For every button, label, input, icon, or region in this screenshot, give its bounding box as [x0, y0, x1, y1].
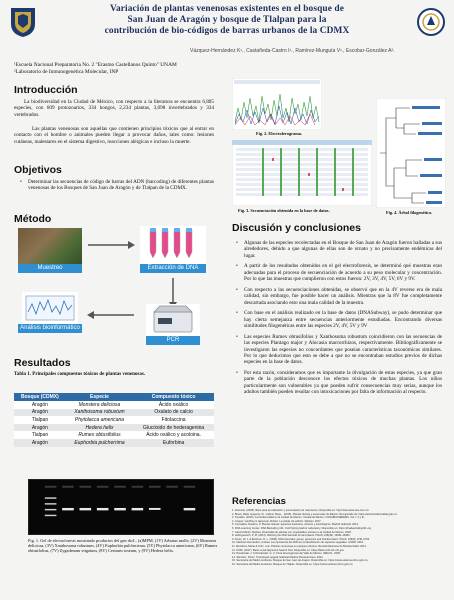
table-cell: Aragón — [14, 409, 66, 417]
references-list — [232, 509, 444, 567]
discussion-item: • Por esta razón, consideramos que es importante la divulgación de estas especies, ya que gran parte de la población desconoce los efectos tóxicos de muchas plantas. Los niños particularmente son vulnerables ya que pueden sufrir consecuencias muy serias, aunque los adultos también pueden resultar con intoxicaciones por falta de información al respecto. — [236, 370, 442, 395]
reference-item: 6. DNA Learning Center. DNA Barcoding 101. Cold Spring Harbor Laboratory. Disponible en: https://dnabarcoding101.org — [232, 526, 372, 530]
authors: Vázquez-Hernández K¹., Castañeda-Castro I¹., Ramírez-Munguía V¹., Escobar-González A². — [190, 48, 395, 54]
unam-crest-icon — [8, 6, 38, 38]
table-row — [14, 401, 214, 409]
table-row — [14, 439, 214, 447]
references-heading: Referencias — [232, 496, 286, 507]
table-cell: Euphorbia pulcherrima — [66, 439, 133, 447]
step-bioinformatics-label: Análisis bioinformático — [18, 324, 82, 333]
discussion-heading: Discusión y conclusiones — [232, 222, 361, 234]
discussion-item: • Con respecto a las secuenciaciones obtenidas, se observó que en la 4V reverse era de mala calidad, sin embargo, fue posible hacer un análisis. Mientras que la 8V fue completamente descartada asociando esto una mala calidad de la muestra. — [236, 287, 442, 306]
affiliation-1: ¹Escuela Nacional Preparatoria No. 2 "Erasmo Castellanos Quinto" UNAM — [14, 62, 177, 68]
reference-item: 4. Cooper, Geoffrey & Hausman, Robert. La célula, 6a edición. Marban. 2017. — [232, 519, 322, 523]
table-cell: Rumex obtusifolius — [66, 431, 133, 439]
phylogenetic-tree-image — [376, 98, 446, 208]
discussion-item: • Con base en el análisis realizado en la base de datos (DNASubway), se pudo determinar que hay cierta semejanza entre secuencias anteriormente estudiadas. Encontrando diversas similitudes filogenéticas entre las especies 2V, 4V, 5V y 9V — [236, 310, 442, 329]
sequence-alignment-image — [232, 140, 372, 206]
poster-title — [42, 4, 412, 37]
intro-paragraph-2: Las plantas venenosas son aquellas que contienen principios tóxicos que al entrar en contacto con el hombre o animales pueden llegar a provocar daños, tales como: lesiones cutáneas, malestares en el sistema digestivo, reacciones alérgicas e incluso la muerte. — [14, 126, 214, 145]
intro-heading: Introducción — [14, 84, 78, 96]
reference-item: 13. Rzedowski, J. & Rzedowski, G. C. Flora fanerogámica del Valle de México. INECOL. 2005. — [232, 552, 341, 556]
electropherogram-image — [232, 78, 322, 130]
table-cell: Glucósido de hederagenina — [133, 424, 214, 432]
table-cell: Tlalpan — [14, 416, 66, 424]
reference-item: 10. Martínez-Hernández, Andrea. La importancia del ADN en la identificación de especies vegetales. UNAM. 2016. — [232, 541, 364, 545]
table-cell: Ácido oxálico — [133, 401, 214, 409]
discussion-item: • A partir de los resultados obtenidos en el gel electroforesis, se determinó qué muestras eran adecuadas para el proceso de secuenciación de acuerdo a su peso molecular y concentración. Por lo que las muestras que cumplieron con estos fueron: 2V, 3V, 4V, 5V, 6V y 9V. — [236, 263, 442, 282]
reference-item: 11. Mendoza, María & Ortiz, Luis. Plantas venenosas en parques urbanos. Revista Mexicana de Biodiversidad. 2014. — [232, 544, 367, 548]
intro-paragraph-1: La biodiversidad en la Ciudad de México, con respecto a la literatura se encuentra 6,805 especies, con 609 protozoarios, 334 hongos, 2,234 plantas, 3,098 invertebrados y 334 vertebrados. — [14, 99, 214, 118]
table-cell: Aragón — [14, 424, 66, 432]
table-cell: Xanthosoma robustum — [66, 409, 133, 417]
objectives-list — [20, 179, 214, 196]
table-cell: Fitolaccina — [133, 416, 214, 424]
discussion-list — [236, 240, 442, 400]
table-cell: Ácido oxálico y acoloina. — [133, 431, 214, 439]
poster-header — [0, 0, 454, 60]
arrow-right-icon — [86, 240, 136, 250]
table-row — [14, 424, 214, 432]
reference-item: 8. Hollingsworth, P. M. (2011). Refining the DNA barcode for land plants. PNAS, 108(49), 19451-19452. — [232, 534, 351, 538]
sampling-photo — [18, 228, 82, 264]
bioinformatics-screen-icon — [22, 292, 78, 324]
reference-item: 15. Secretaría del Medio Ambiente. Bosque de San Juan de Aragón. Disponible en: https://www.sedema.cdmx.gob.mx — [232, 559, 368, 563]
fig3-caption: Fig. 3. Secuenciación obtenida en la base de datos. — [238, 208, 330, 213]
discussion-item: • Las especies Rumex obtusifolius y Xanthosoma robustum coincidieron con las secuencias de las especies Plantago major y Alocasia macrorrhizos, respectivamente. Bibliográficamente se investigaron las especies no concordantes que poseían características taxonómicas similares. Por lo que deducimos que esto se debe a que no se encontraban estudios previos de dichas especies en la base de datos. — [236, 334, 442, 365]
column-header: Compuesto tóxico — [133, 393, 214, 401]
reference-item: 14. Sánchez, Pérez. Toxicología vegetal. Editorial Médica Panamericana. 2012. — [232, 555, 324, 559]
reference-item: 7. García Martín, Mariela. Diversidad de plantas con propiedades tóxicas en la Ciudad de México. 2018. — [232, 530, 352, 534]
title-line-2: San Juan de Aragón y bosque de Tlalpan para la — [127, 15, 327, 25]
table-cell: Aragón — [14, 439, 66, 447]
column-header: Especie — [66, 393, 133, 401]
gel-caption: Fig. 1. Gel de electroforesis mostrando productos del gen rbcL. (a)MPM, (1V) Arbutus molle, (2V) Monstera deliciosa, (3V) Xanthosoma robustum, (4V) Euphorbia pulcherrima, (5V) Phytolacca americana, (6V) Rumex obtusifolius, (7V) Zygadenum virgatum, (8V) Cestrum roseum, y (9V) Hedera helix. — [28, 538, 218, 553]
affiliation-2: ²Laboratorio de Inmunogenética Molecular, INP — [14, 69, 119, 75]
arrow-left-icon — [86, 310, 136, 320]
table-cell: Oxalato de calcio — [133, 409, 214, 417]
electrophoresis-gel-image — [28, 479, 214, 535]
table-cell: Tlalpan — [14, 431, 66, 439]
table-cell: Euforbina — [133, 439, 214, 447]
table-cell: Aragón — [14, 401, 66, 409]
column-header: Bosque (CDMX) — [14, 393, 66, 401]
reference-item: 5. Cremades, Navarro, P. Plantas tóxicas: aspectos botánicos, clínicos y toxicológicos. Madrid: Editorial. 2013. — [232, 523, 359, 527]
objective-item: • Determinar las secuencias de código de barras del ADN (barcoding) de diferentes plantas venenosas de los Bosques de San Juan de Aragón y de Tlalpan de la CDMX. — [20, 179, 214, 192]
title-line-3: contribución de bio-códigos de barras urbanos de la CDMX — [104, 26, 350, 36]
table-row — [14, 431, 214, 439]
enp-seal-icon — [416, 6, 446, 38]
table-row — [14, 416, 214, 424]
reference-item: 3. Conabio. (2016). La biodiversidad en la Ciudad de México. Ciudad de México: CONABIO/SEDEMA. Vol. I, II y III. — [232, 516, 365, 520]
table-cell: Monstera deliciosa — [66, 401, 133, 409]
table-title: Tabla 1. Principales compuestos tóxicos de plantas venenosas. — [14, 372, 146, 377]
table-row — [14, 409, 214, 417]
pcr-machine-icon — [146, 304, 200, 336]
reference-item: 1. Artemisa. (2008). Base para la realización y presentación de resúmenes, Disponible en: http://www.artemisa.com.mx — [232, 509, 369, 512]
toxic-compounds-table — [14, 393, 214, 447]
reference-item: 16. Secretaría del Medio Ambiente. Bosque de Tlalpan. Disponible en: https://www.sedema.cdmx.gob.mx — [232, 562, 353, 566]
fig4-caption: Fig. 4. Árbol filogenético. — [386, 210, 433, 215]
reference-item: 9. Kress, W. J. & Erickson, D. L. (2008). DNA barcodes: genes, genomics and bioinformatics. PNAS, 105(8), 2761-2762. — [232, 537, 370, 541]
step-sampling-label: Muestreo — [18, 264, 82, 273]
fig2-caption: Fig. 2. Electroferograma. — [256, 131, 303, 136]
reference-item: 2. Braun, Bello, Eugenia, M., Cabral, Rosa... (2015). Plantas tóxicas y venenosas de México. Recuperado de: https://www.biodiversidad.gob.mx — [232, 512, 398, 516]
table-cell: Hedera helix — [66, 424, 133, 432]
results-heading: Resultados — [14, 357, 71, 369]
reference-item: 12. NCBI. (2017). Basic Local Alignment Search Tool. Disponible en: https://blast.ncbi.nlm.nih.gov — [232, 548, 344, 552]
step-pcr-label: PCR — [146, 336, 200, 345]
title-line-1: Variación de plantas venenosas existentes en el bosque de — [109, 4, 344, 14]
method-heading: Método — [14, 213, 52, 225]
objectives-heading: Objetivos — [14, 164, 62, 176]
discussion-item: • Algunas de las especies recolectadas en el Bosque de San Juan de Aragón fueron halladas a sus alrededores, debido a que algunas de ellas son de ornato y no precisamente endémicas del lugar. — [236, 240, 442, 259]
table-cell: Phytolacca americana — [66, 416, 133, 424]
step-dna-extraction-label: Extracción de DNA — [140, 264, 206, 273]
dna-tubes-icon — [140, 226, 206, 264]
